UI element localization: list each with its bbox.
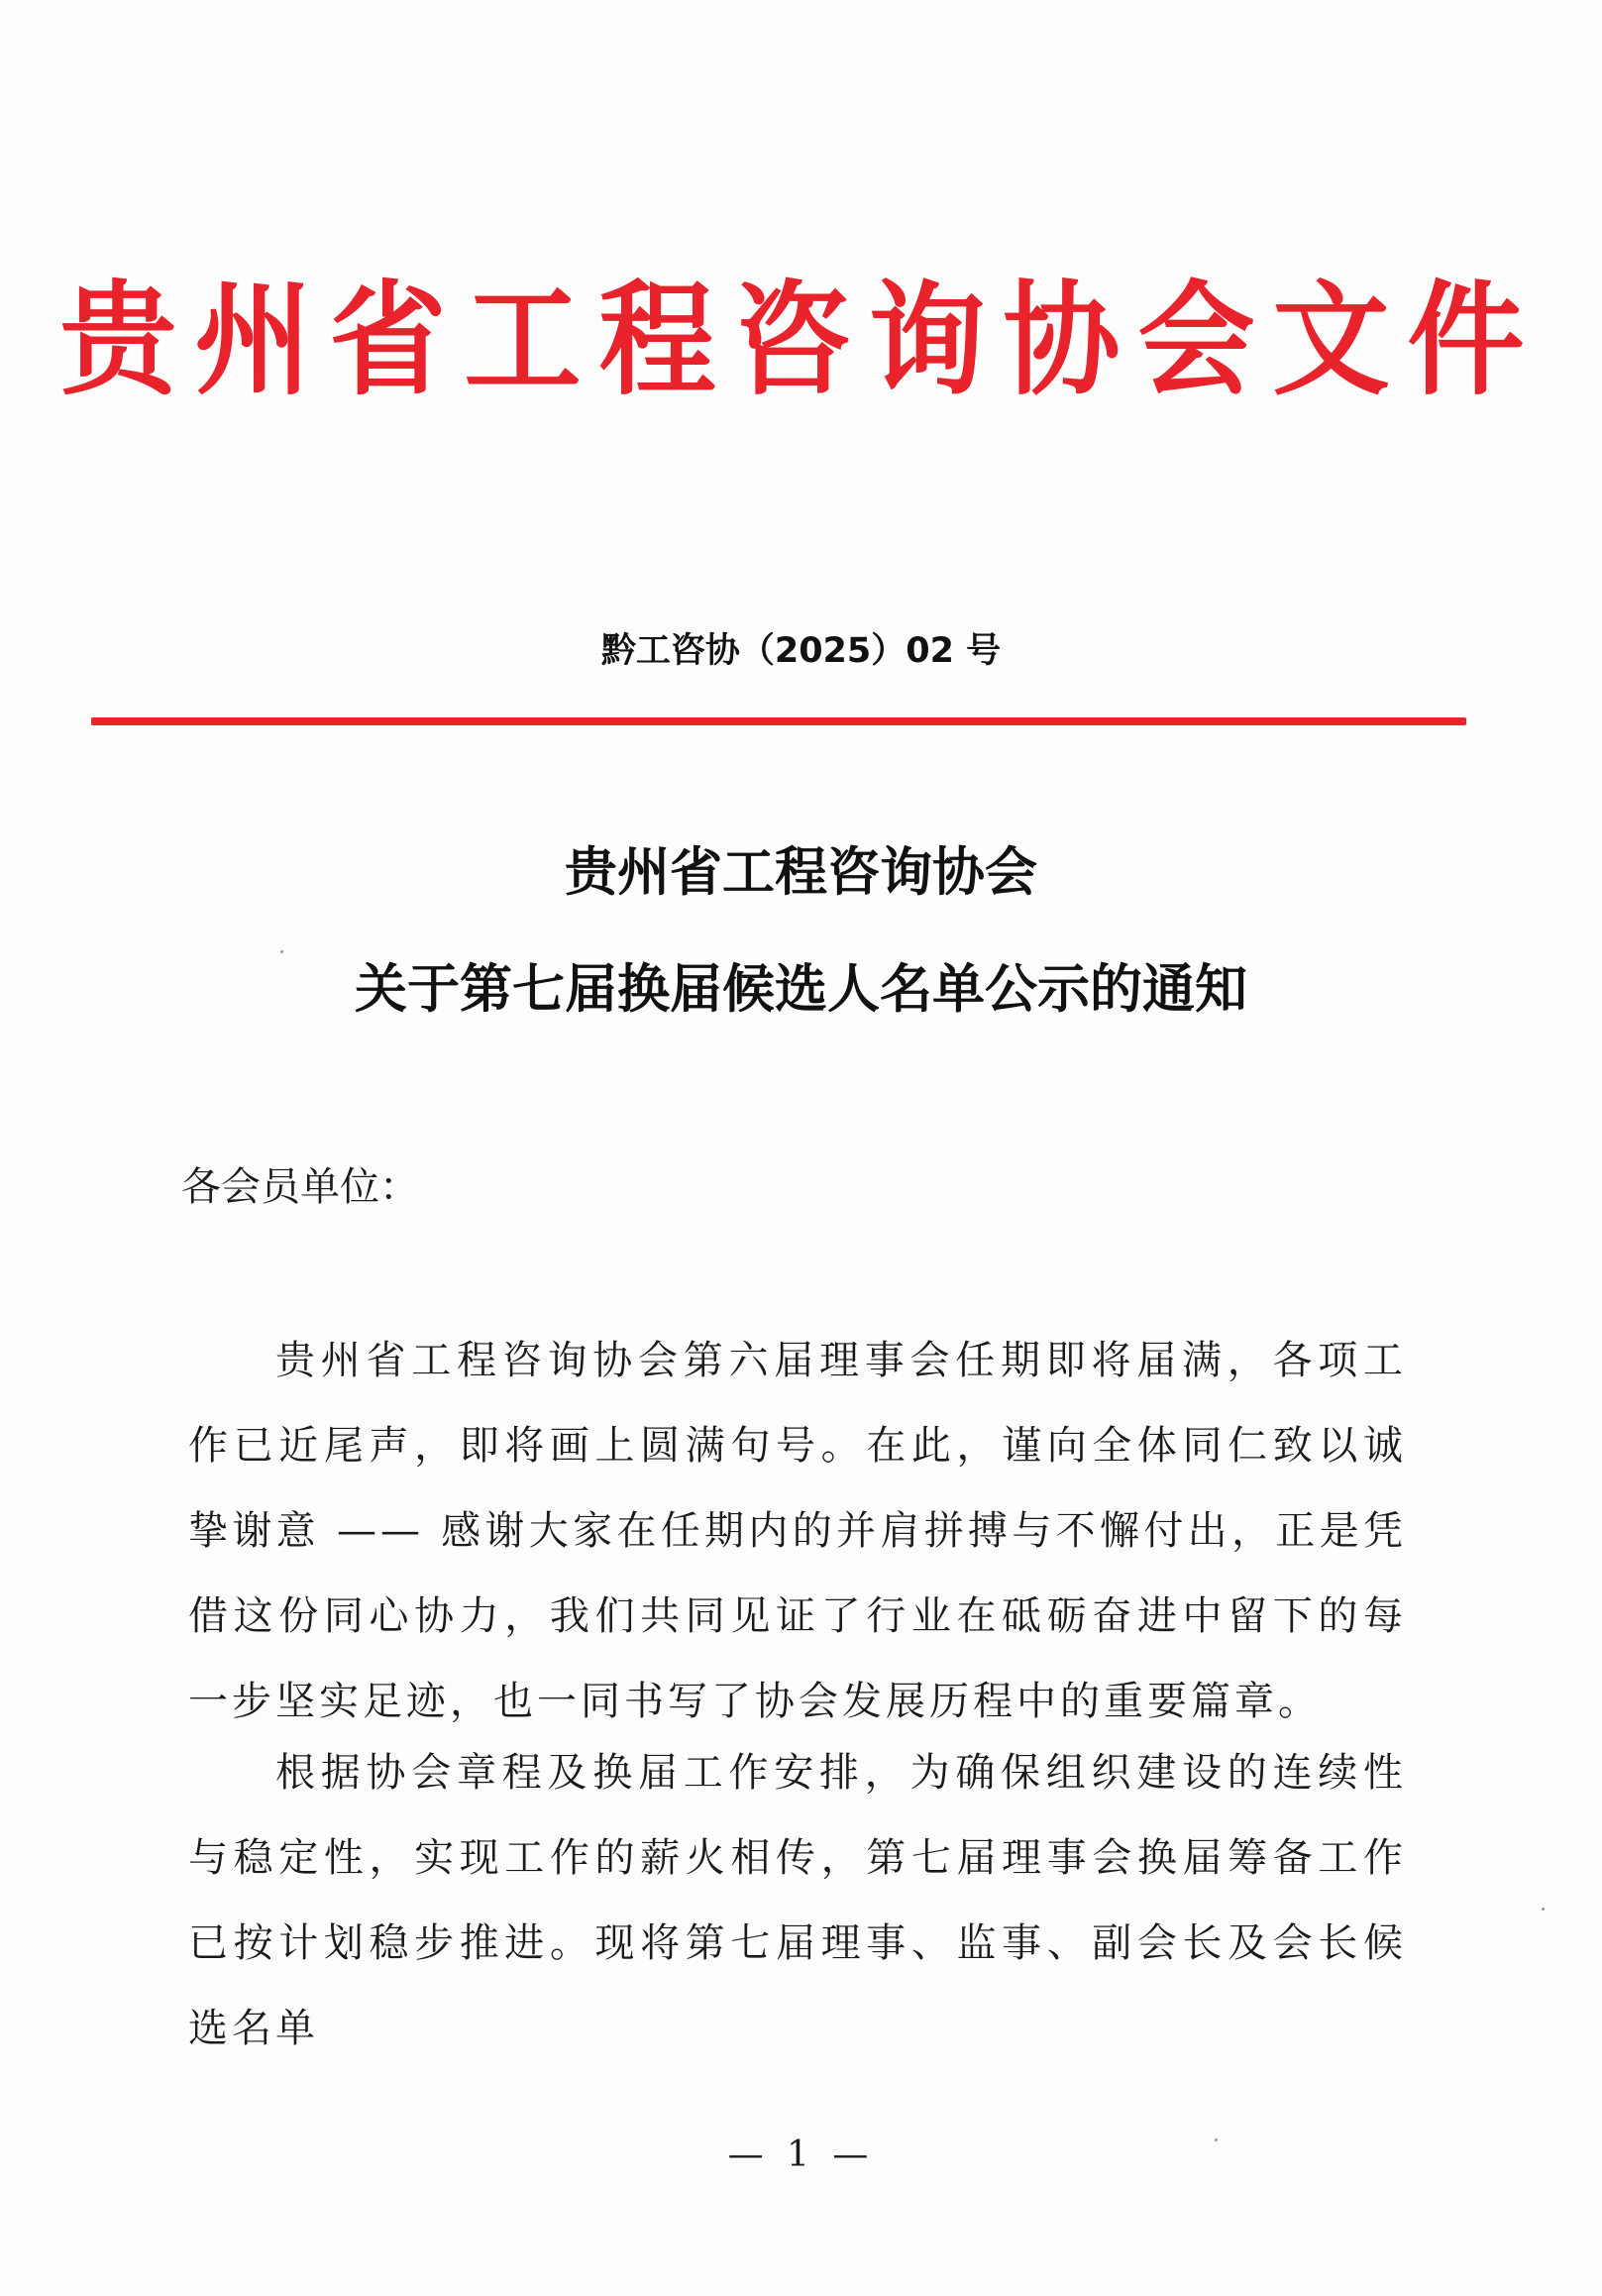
scan-speck [280,950,283,953]
red-separator-rule [91,717,1466,725]
salutation: 各会员单位： [181,1164,419,1210]
document-number: 黔工咨协（2025）02 号 [600,631,1002,671]
body-paragraph-1: 贵州省工程咨询协会第六届理事会任期即将届满，各项工作已近尾声，即将画上圆满句号。在此，谨向全体同仁致以诚挚谢意 —— 感谢大家在任期内的并肩拼搏与不懈付出，正是凭借这份同心协力，我们共同见证了行业在砥砺奋进中留下的每一步坚实足迹，也一同书写了协会发展历程中的重要篇章。 [188,1338,1407,1724]
body-paragraph-2: 根据协会章程及换届工作安排，为确保组织建设的连续性与稳定性，实现工作的薪火相传，第七届理事会换届筹备工作已按计划稳步推进。现将第七届理事、监事、副会长及会长候选名单 [188,1750,1407,2051]
page-number: — 1 — [727,2134,875,2175]
notice-title-line-2: 关于第七届换届候选人名单公示的通知 [355,959,1247,1020]
masthead-title: 贵州省工程咨询协会文件 [59,268,1543,412]
notice-title-line-1: 贵州省工程咨询协会 [565,842,1037,903]
scan-speck [1542,1908,1545,1911]
scan-speck [1215,2138,1218,2141]
